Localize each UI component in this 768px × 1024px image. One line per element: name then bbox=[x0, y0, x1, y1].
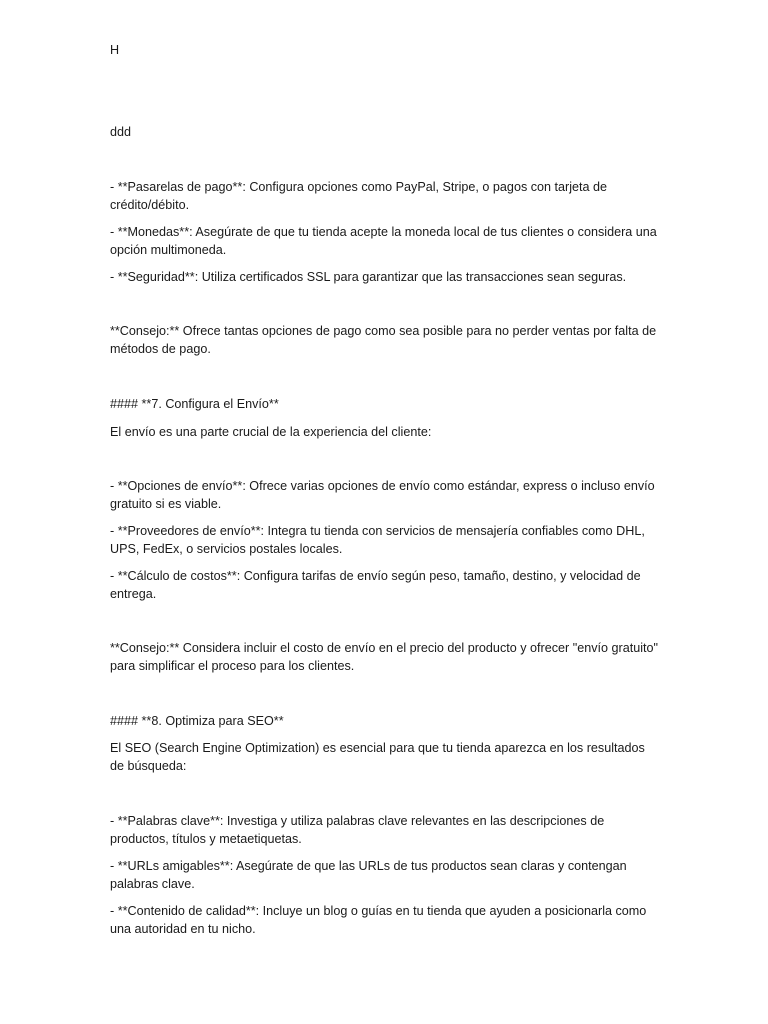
seo-heading: #### **8. Optimiza para SEO** bbox=[110, 714, 284, 728]
seo-item-urls: - **URLs amigables**: Asegúrate de que las URLs de tus productos sean claras y contengan palabras clave. bbox=[110, 859, 627, 891]
seo-intro: El SEO (Search Engine Optimization) es esencial para que tu tienda aparezca en los resultados de búsqueda: bbox=[110, 741, 645, 773]
seo-item-keywords: - **Palabras clave**: Investiga y utiliza palabras clave relevantes en las descripciones de productos, títulos y metaetiquetas. bbox=[110, 814, 605, 846]
shipping-item-costs: - **Cálculo de costos**: Configura tarifas de envío según peso, tamaño, destino, y velocidad de entrega. bbox=[110, 569, 641, 601]
shipping-heading: #### **7. Configura el Envío** bbox=[110, 397, 279, 411]
marker-text: ddd bbox=[110, 125, 132, 139]
payment-item-currencies: - **Monedas**: Asegúrate de que tu tienda acepte la moneda local de tus clientes o considera una opción multimoneda. bbox=[110, 225, 657, 257]
shipping-tip: **Consejo:** Considera incluir el costo de envío en el precio del producto y ofrecer "envío gratuito" para simplificar el proceso para los clientes. bbox=[110, 641, 658, 673]
shipping-item-providers: - **Proveedores de envío**: Integra tu tienda con servicios de mensajería confiables como DHL, UPS, FedEx, o servicios postales locales. bbox=[110, 524, 645, 556]
payment-tip: **Consejo:** Ofrece tantas opciones de pago como sea posible para no perder ventas por falta de métodos de pago. bbox=[110, 324, 657, 356]
shipping-item-options: - **Opciones de envío**: Ofrece varias opciones de envío como estándar, express o incluso envío gratuito si es viable. bbox=[110, 479, 655, 511]
seo-item-content: - **Contenido de calidad**: Incluye un blog o guías en tu tienda que ayuden a posicionarla como una autoridad en tu nicho. bbox=[110, 904, 647, 936]
payment-item-security: - **Seguridad**: Utiliza certificados SSL para garantizar que las transacciones sean seguras. bbox=[110, 270, 627, 284]
shipping-intro: El envío es una parte crucial de la experiencia del cliente: bbox=[110, 425, 432, 439]
payment-item-gateways: - **Pasarelas de pago**: Configura opciones como PayPal, Stripe, o pagos con tarjeta de crédito/débito. bbox=[110, 180, 608, 212]
header-letter: H bbox=[110, 43, 120, 57]
